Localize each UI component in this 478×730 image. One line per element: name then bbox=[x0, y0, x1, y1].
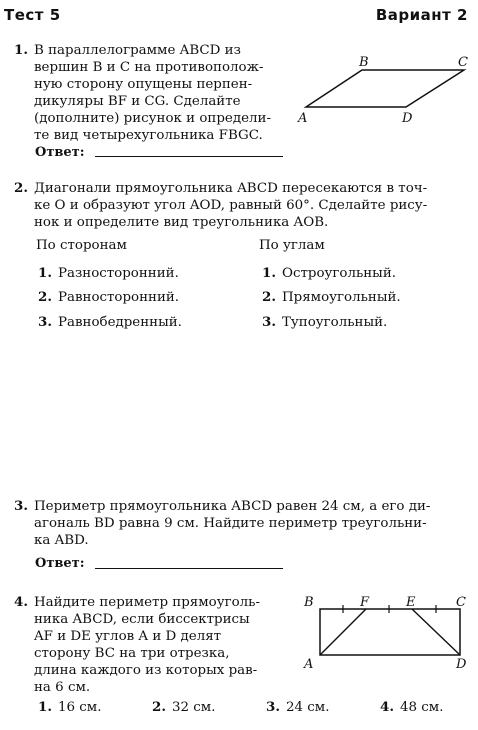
task-2 bbox=[14, 180, 470, 231]
variant-title: Вариант 2 bbox=[375, 6, 468, 24]
label-f: F bbox=[360, 595, 370, 610]
label-a: A bbox=[298, 111, 308, 126]
task-2-text bbox=[34, 180, 470, 231]
answer-option-1: 1. 16 см. bbox=[38, 699, 102, 715]
task-1-line: ную сторону опущены перпен- bbox=[34, 77, 253, 92]
task-4-line: AF и DE углов A и D делят bbox=[34, 629, 222, 644]
label-b: B bbox=[359, 55, 369, 70]
task-3-line: агональ BD равна 9 см. Найдите периметр треугольни- bbox=[34, 516, 427, 531]
label-a: A bbox=[304, 657, 314, 672]
test-title: Тест 5 bbox=[4, 6, 61, 24]
bisector-de bbox=[412, 609, 460, 655]
task-1-answer-line bbox=[95, 156, 283, 157]
label-d: D bbox=[456, 657, 467, 672]
task-1 bbox=[14, 42, 290, 144]
task-1-line: вершин B и C на противополож- bbox=[34, 60, 264, 75]
task-3-number: 3. bbox=[14, 498, 28, 514]
label-c: C bbox=[456, 595, 466, 610]
task-3 bbox=[14, 498, 470, 549]
task-1-number: 1. bbox=[14, 42, 28, 58]
angles-option-1: 1. Остроугольный. bbox=[262, 265, 397, 281]
task-4-line: длина каждого из которых рав- bbox=[34, 663, 258, 678]
task-2-number: 2. bbox=[14, 180, 28, 196]
task-4-number: 4. bbox=[14, 594, 28, 610]
task-1-line: те вид четырехугольника FBGC. bbox=[34, 128, 263, 143]
task-2-line: нок и определите вид треугольника AOB. bbox=[34, 215, 329, 230]
rectangle-bisectors-figure bbox=[300, 592, 476, 672]
task-3-answer-line bbox=[95, 568, 283, 569]
task-2-line: ке O и образуют угол AOD, равный 60°. Сделайте рису- bbox=[34, 198, 428, 213]
task-1-text bbox=[34, 42, 290, 144]
task-1-answer-label: Ответ: bbox=[35, 145, 85, 160]
task-4-line: ника ABCD, если биссектрисы bbox=[34, 612, 250, 627]
task-3-line: Периметр прямоугольника ABCD равен 24 см, а его ди- bbox=[34, 499, 431, 514]
rectangle-abcd bbox=[320, 609, 460, 655]
answer-option-2: 2. 32 см. bbox=[152, 699, 216, 715]
sides-option-1: 1. Разносторонний. bbox=[38, 265, 179, 281]
label-e: E bbox=[406, 595, 416, 610]
angles-option-3: 3. Тупоугольный. bbox=[262, 314, 388, 330]
column-angles-title: По углам bbox=[259, 238, 325, 253]
bisector-af bbox=[320, 609, 366, 655]
sides-option-2: 2. Равносторонний. bbox=[38, 289, 180, 305]
task-2-line: Диагонали прямоугольника ABCD пересекаются в точ- bbox=[34, 181, 428, 196]
task-3-answer-label: Ответ: bbox=[35, 556, 85, 571]
task-4-text bbox=[34, 594, 304, 696]
task-4-line: на 6 см. bbox=[34, 680, 91, 695]
answer-option-3: 3. 24 см. bbox=[266, 699, 330, 715]
task-4 bbox=[14, 594, 304, 696]
task-3-text bbox=[34, 498, 470, 549]
task-1-line: В параллелограмме ABCD из bbox=[34, 43, 241, 58]
task-1-line: (дополните) рисунок и определи- bbox=[34, 111, 271, 126]
sides-option-3: 3. Равнобедренный. bbox=[38, 314, 182, 330]
label-d: D bbox=[402, 111, 413, 126]
task-4-line: сторону BC на три отрезка, bbox=[34, 646, 230, 661]
label-b: B bbox=[304, 595, 314, 610]
label-c: C bbox=[458, 55, 468, 70]
parallelogram-figure bbox=[292, 52, 476, 128]
angles-option-2: 2. Прямоугольный. bbox=[262, 289, 401, 305]
column-sides-title: По сторонам bbox=[36, 238, 127, 253]
task-1-line: дикуляры BF и CG. Сделайте bbox=[34, 94, 241, 109]
task-4-line: Найдите периметр прямоуголь- bbox=[34, 595, 260, 610]
task-3-line: ка ABD. bbox=[34, 533, 89, 548]
answer-option-4: 4. 48 см. bbox=[380, 699, 444, 715]
parallelogram-abcd bbox=[306, 70, 464, 107]
